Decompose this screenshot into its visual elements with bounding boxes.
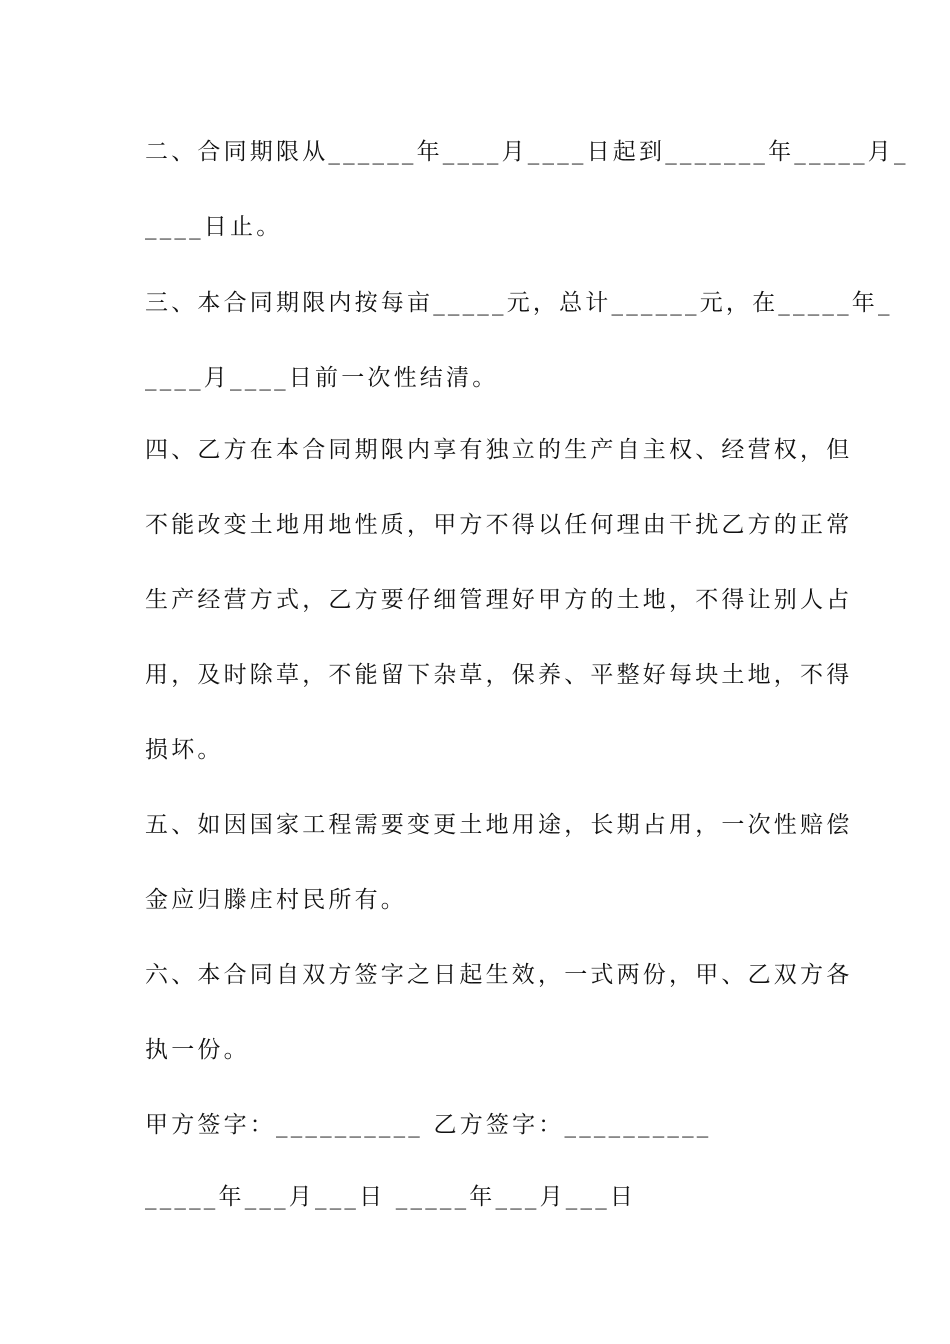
clause-4-line-2: 不能改变土地用地性质，甲方不得以任何理由干扰乙方的正常: [145, 512, 853, 538]
signature-line: 甲方签字：__________ 乙方签字：__________: [145, 1112, 712, 1138]
clause-4-line-1: 四、乙方在本合同期限内享有独立的生产自主权、经营权，但: [145, 437, 853, 463]
clause-4-line-4: 用，及时除草，不能留下杂草，保养、平整好每块土地，不得: [145, 662, 853, 688]
clause-4-line-5: 损坏。: [145, 737, 224, 763]
clause-6-line-2: 执一份。: [145, 1037, 250, 1063]
clause-3-line-2: ____月____日前一次性结清。: [145, 365, 499, 391]
clause-5-line-1: 五、如因国家工程需要变更土地用途，长期占用，一次性赔偿: [145, 812, 853, 838]
clause-5-line-2: 金应归滕庄村民所有。: [145, 887, 407, 913]
clause-2-line-1: 二、合同期限从______年____月____日起到_______年_____月_: [145, 139, 909, 165]
clause-2-line-2: ____日止。: [145, 214, 283, 240]
signature-date-line: _____年___月___日 _____年___月___日: [145, 1184, 637, 1210]
clause-6-line-1: 六、本合同自双方签字之日起生效，一式两份，甲、乙双方各: [145, 962, 853, 988]
clause-3-line-1: 三、本合同期限内按每亩_____元，总计______元，在_____年_: [145, 290, 893, 316]
clause-4-line-3: 生产经营方式，乙方要仔细管理好甲方的土地，不得让别人占: [145, 587, 853, 613]
